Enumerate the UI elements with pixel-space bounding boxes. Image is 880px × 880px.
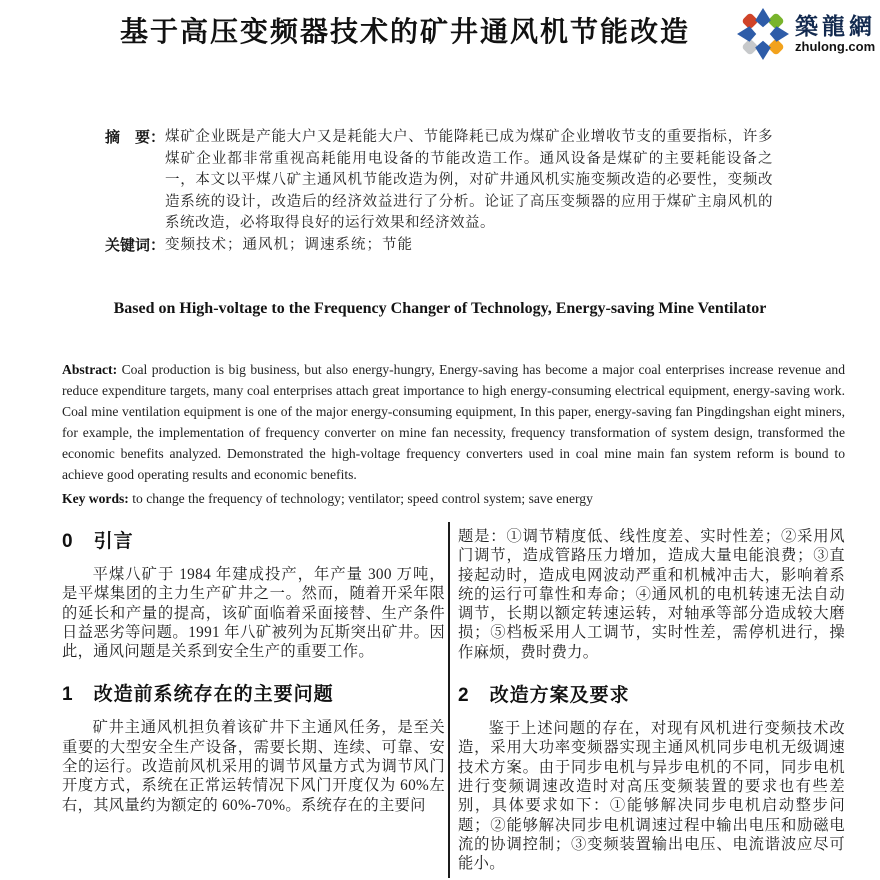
section-1-heading: 1 改造前系统存在的主要问题: [62, 684, 334, 706]
body-columns: [62, 522, 845, 878]
abstract-cn-text: 煤矿企业既是产能大户又是耗能大户、节能降耗已成为煤矿企业增收节支的重要指标，许多煤矿企业都非常重视高耗能用电设备的节能改造工作。通风设备是煤矿的主要耗能设备之一，本文以平煤八矿主通风机节能改造为例，对矿井通风机实施变频改造的必要性，变频改造系统的设计，改造后的经济效益进行了分析。论证了高压变频器的应用于煤矿主扇风机的系统改造，必将取得良好的运行效果和经济效益。: [165, 129, 773, 231]
abstract-en-paragraph: [62, 360, 845, 485]
keywords-en-label: Key words:: [62, 491, 129, 507]
zhulong-logo: [736, 7, 876, 61]
abstract-cn-label: 摘 要：: [105, 129, 166, 146]
logo-site-name: 築龍網: [795, 13, 876, 39]
section-2-paragraph: 鉴于上述问题的存在，对现有风机进行变频技术改造，采用大功率变频器实现主通风机同步电机无级调速技术方案。由于同步电机与异步电机的不同，同步电机进行变频调速改造时对高压变频装置的要求也有些差别，具体要求如下：①能够解决同步电机启动整步问题；②能够解决同步电机调速过程中输出电压和励磁电流的协调控制；③变频装置输出电压、电流谐波应尽可能小。: [458, 720, 845, 873]
page-title: 基于高压变频器技术的矿井通风机节能改造: [119, 16, 690, 47]
keywords-en-text: to change the frequency of technology; ventilator; speed control system; save energy: [132, 491, 593, 507]
keywords-cn: [105, 235, 773, 257]
abstract-en-text: Coal production is big business, but also energy-hungry, Energy-saving has become a major coal enterprises increase revenue and reduce expenditure targets, many coal enterprises attach great importance to high energy-consuming electrical equipment, energy-saving work. Coal mine ventilation equipment is one of the major energy-consuming equipment, In this paper, energy-saving fan Pingdingshan eight miners, for example, the implementation of frequency converter on mine fan necessity, frequency transformation of system design, transformed the economic benefits analyzed. Demonstrated the high-voltage frequency converters used in coal mine main fan system reform is bound to achieve good operating results and economic benefits.: [62, 362, 845, 482]
section-2-heading: 2 改造方案及要求: [458, 685, 630, 707]
abstract-cn: [105, 127, 773, 235]
title-en: Based on High-voltage to the Frequency Changer of Technology, Energy-saving Mine Ventilator: [113, 300, 767, 317]
section-1-continuation-paragraph: 题是：①调节精度低、线性度差、实时性差；②采用风门调节，造成管路压力增加，造成大量电能浪费；③直接起动时，造成电网波动严重和机械冲击大，影响着系统的运行可靠性和寿命；④通风机的电机转速无法自动调节，长期以额定转速运转，对轴承等部分造成较大磨损；⑤档板采用人工调节，实时性差，需停机进行，操作麻烦，费时费力。: [458, 528, 845, 661]
abstract-en-label: Abstract:: [62, 362, 118, 377]
left-column: [62, 522, 445, 878]
keywords-cn-text: 变频技术；通风机；调速系统；节能: [165, 237, 414, 253]
section-0-paragraph: 平煤八矿于 1984 年建成投产，年产量 300 万吨，是平煤集团的主力生产矿井之一。然而，随着开采年限的延长和产量的提高，该矿面临着采面接替、生产条件日益恶劣等问题。1991 年八矿被列为瓦斯突出矿井。因此，通风问题是关系到安全生产的重要工作。: [62, 566, 445, 661]
right-column: [450, 522, 845, 878]
section-1-paragraph: 矿井主通风机担负着该矿井下主通风任务，是至关重要的大型安全生产设备，需要长期、连续、可靠、安全的运行。改造前风机采用的调节风量方式为调节风门开度方式，系统在正常运转情况下风门开度仅为 60%左右，其风量约为额定的 60%-70%。系统存在的主要问: [62, 719, 445, 814]
logo-text: [795, 14, 876, 55]
pinwheel-logo-icon: [736, 7, 790, 61]
abstract-en: [62, 360, 845, 510]
keywords-en: [62, 489, 845, 510]
section-0-heading: 0 引言: [62, 531, 134, 552]
logo-site-domain: zhulong.com: [795, 39, 876, 54]
keywords-cn-label: 关键词：: [105, 237, 166, 254]
